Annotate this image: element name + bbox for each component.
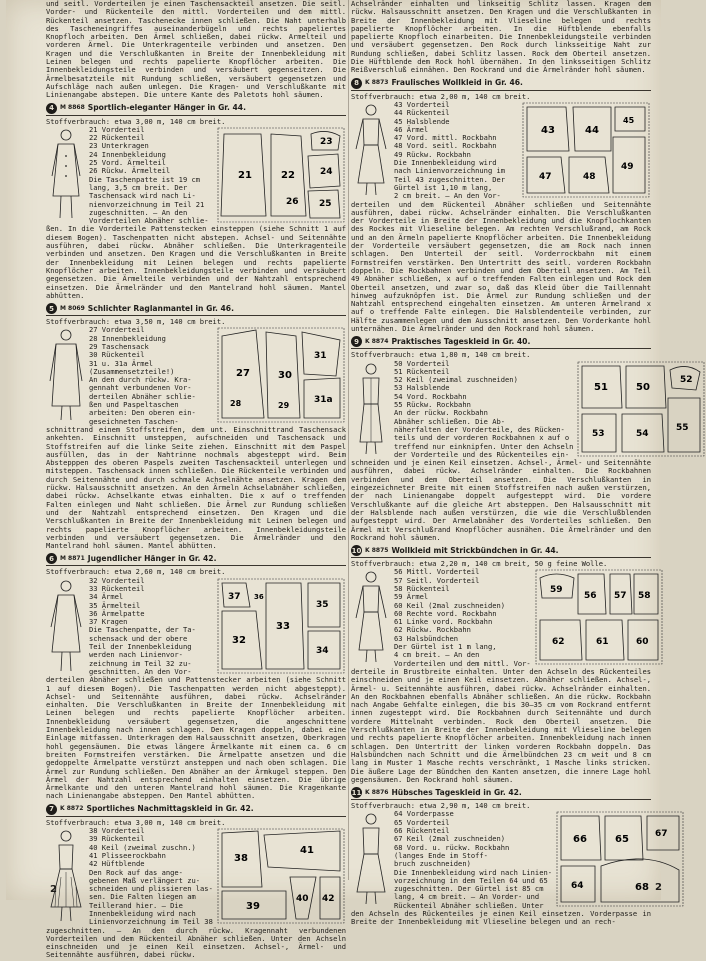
section-instructions: ßen. In die Vorderteile Pattenstecken einsteppen (siehe Schnitt 1 auf diesem Bogen). Taschenpatten nicht abstepen. Achsel- und Seitennähte ausführen, dabei rückw. Abnäher schließen. Die Unterkragenteile verbinden und ansetzen. Den Kragen und die Verschlußkanten in Breite der Innenbekleidung mit Leinen belegen und rechts papelierte Knopflöcher arbeiten. Innenbekleidungsteile verbinden und versäubert gegensetzen. Die Ärmelteile verbinden und der Nahtzahl entsprechend einsetzen. Die Ärmelränder und den Mantelrand hohl säumen. Mantel abhütten. [46,224,346,300]
list-item: An der rückw. Rockbahn [394,408,488,418]
section-9-header [351,336,651,349]
model-code: K 8873 [365,79,389,87]
section-number-badge: 10 [351,546,362,555]
section-11-header [351,787,651,800]
dress-figure-illustration [46,827,86,925]
list-item: Innenbekleidung wird nach [89,908,196,918]
pattern-number: 50 [636,381,651,393]
list-item: 68 Vord. u. rückw. Rockbahn [394,842,510,852]
list-item: Rückenteil Abnäher schließen. Unter [394,900,544,910]
pattern-number: 51 [594,381,609,393]
coat-figure-illustration [46,577,86,675]
section-number-badge: 6 [46,553,57,564]
list-item: schneiden und plissieren las- [89,884,213,894]
magazine-page [6,0,693,960]
list-item: 51 Rückenteil [394,366,450,376]
list-item: 54 Vord. Rockbahn [394,391,467,401]
list-item: 37 Kragen [89,617,128,627]
list-item: vorzeichnung in dem Teilen 64 und 65 [394,875,548,885]
pattern-number: 25 [319,198,332,209]
section-instructions: den Achseln des Rückenteiles je einen Keil einsetzen. Vorderpasse in Breite der Innenbekleidung mit Vlieseline belegen und an rech- [351,908,651,927]
list-item: 62 Rückw. Rockbahn [394,625,471,635]
dress-figure-illustration [351,810,391,908]
list-item: 47 Vord. mittl. Rockbahn [394,133,497,143]
pattern-number: 53 [592,428,605,439]
list-item: lang, 3,5 cm breit. Der [89,182,188,192]
section-title: Sportlich-eleganter Hänger in Gr. 44. [87,103,246,113]
section-number-badge: 11 [351,788,362,797]
fabric-consumption: Stoffverbrauch: etwa 2,60 m, 140 cm breit. [46,567,226,577]
pattern-number: 59 [549,585,563,596]
section-5 [46,303,346,550]
pattern-diagram [555,810,685,908]
pattern-diagram [534,568,664,666]
list-item: 67 Keil (2mal zuschneiden) [394,834,506,844]
list-item: 53 Halsblende [394,383,450,393]
pattern-number: 47 [539,171,552,182]
list-item: 44 Rückenteil [394,108,450,118]
pattern-number: 61 [595,637,609,648]
list-item: Abnäher schließen. Die Ab- [394,416,506,426]
pattern-number: 32 [232,634,246,646]
list-item: 39 Rückenteil [89,834,145,844]
list-item: 57 Seitl. Vorderteil [394,575,480,585]
list-item: 35 Ärmelteil [89,600,141,610]
section-9 [351,336,693,542]
model-code: M 8868 [60,104,85,112]
section-4 [46,103,346,301]
list-item: 25 Vord. Ärmelteil [89,158,166,168]
list-item: (langes Ende im Stoff- [394,850,488,860]
section-instructions: derteilen Abnäher schließen und Pattenstecker arbeiten (siehe Schnitt 1 auf diesem Bogen). Die Taschenpatten werden nicht abgesteppt). Achsel- und Seitennähte ausführen, dabei rückw. Achselränder einhalten. Die Verschlußkanten in Breite der Innenbekleidung mit Leinen belegen und rechts papelierte Knopflöcher arbeiten. Innenbekleidung versäubert gegensetzen, die angeschnittene Innenbekleidung nach innen schlagen. Den Kragen doppeln, dabei eine Einlage mitfassen. Unterkragen dem Halsausschnitt ansetzen, Oberkragen hohl gegensäumen. Die etwas längere Ärmelkante mit einem ca. 6 cm breiten Formstreifen verstärken. Die Ärmelpatte ansetzen und die gedoppelte Ärmelpatte verstürzt ansteppen und nach oben schlagen. Die Ärmel zur Rundung schließen. Den Abnäher an der Ärmkugel steppen. Den Ärmel der Nahtzahl entsprechend einhalten einsetzen. Die übrige Ärmelkante und den unteren Mantelrand hohl säumen. Die Kragenkante nach Linienangabe absteppen. Den Mantel abhütten. [46,675,346,801]
pattern-number: 34 [316,645,329,656]
section-instructions: schneiden und je einen Keil einsetzen. Achsel-, Ärmel- und Seitennähte ausführen, dabei rückw. Achselränder einhalten. Die Rockbahnen verbinden und dem Oberteil ansetzen. Die Verschlußkanten in eingezeichneter Breite mit einem Stoffstreifen nach außen verstürzen, der nach Linienangabe doppelt aufgesteppt wird. Die vordere Verschlußkante auf die gleiche Art absteppen. Den Halsausschnitt mit der Halsblende nach außen verstürzen, die wie die Verschlußblenden aufgesteppt wird. Der Armelabnäher des Vorderteiles schließen. Den Ärmel mit Verschlußrand Knopflöcher ausnähen. Die Ärmelränder und den Rockrand hohl säumen. [351,458,651,542]
pattern-number: 40 [296,894,309,905]
pattern-diagram [216,326,346,424]
pattern-number: 33 [276,620,290,632]
list-item: 36 Ärmelpatte [89,608,145,618]
pattern-number: 64 [571,881,584,892]
pattern-pieces-list [394,810,552,910]
pattern-number: 48 [583,171,596,182]
pattern-number: 62 [551,637,565,648]
section-4-header [46,103,346,116]
list-item: 30 Rückenteil [89,350,145,360]
list-item: 22 Rückenteil [89,133,145,143]
list-item: Der Gürtel ist 1 m lang, [394,642,497,652]
pattern-diagram [216,827,346,925]
fabric-consumption: Stoffverbrauch: etwa 3,00 m, 140 cm breit. [46,817,226,827]
list-item: arbeiten: Den oberen ein- [89,408,196,418]
list-item: teils und der vorderen Rockbahnen x auf o [394,433,570,443]
left-column [46,0,346,961]
list-item: 43 Vorderteil [394,99,450,109]
pattern-number: 66 [573,834,587,846]
list-item: nienvorzeichnung im Teil 21 [89,199,205,209]
list-item: Taschensack wird nach Li- [89,191,196,201]
pattern-number: 58 [637,591,651,602]
fabric-consumption: Stoffverbrauch: etwa 2,90 m, 140 cm breit. [351,801,531,811]
list-item: lang, 4 cm breit. — An Vorder- und [394,892,540,902]
model-code: K 8875 [365,546,389,554]
section-instructions: derteile in Brustbreite einhalten. Unter den Achseln des Rückenteiles einschneiden und je einen Keil einsetzen. Abnäher schließen. Achsel-, Ärmel- u. Seitennähte ausführen, dabei rückw. Achselränder einhalten. An den Rockbahnen ebenfalls Abnäher schließen. An die rückw. Rockbahn nach Angabe Gehfalte einlegen, die bis 30—35 cm vom Rockrand entfernt innen zugesteppt wird. Die Rockbahnen durch Seitennähte und durch vordere Mittelnaht verbinden. Rock dem Oberteil ansetzen. Die Verschlußkanten in Breite der Innenbekleidung mit Vlieseline belegen und rechts papelierte Knopflöcher arbeiten. Innenbekleidung nach innen schlagen. Den Untertritt der linken vorderen Rockbahn doppeln. Das Halsbündchen nach Schnitt und die Ärmelbündchen 23 cm weit und 8 cm lang im Muster 1 Masche rechts verschränkt, 1 Masche links stricken. Die äußere Lage der Bündchen den Kanten ansetzen, die innere Lage hohl gegensäumen. Den Rockrand hohl säumen. [351,666,651,784]
list-item: schensack und der obere [89,633,188,643]
pattern-number: 56 [583,591,597,602]
pattern-pieces-list [89,577,213,677]
right-intro-text: Achselränder einhalten und linkseitig Schlitz lassen. Kragen dem rückw. Halsausschnitt ansetzen. Den Kragen und die Verschlußkanten in Breite der Innenbekleidung mit Vlieseline belegen und rechts papelierte Knopflöcher arbeiten. In die Hüftblende ebenfalls papelierte Knopfloch einarbeiten. Die Innenbekleidungsteile verbinden und versäubert gegensetzen. Den Rock durch linksseitige Naht zur Rundung schließen, dabei Schlitz lassen. Rock dem Oberteil ansetzen. Die Hüftblende dem Rock hohl übernähen. In den linksseitigen Schlitz Reißverschluß einnähen. Den Rockrand und die Ärmelränder hohl säumen. [351,0,651,75]
list-item: 32 Vorderteil [89,575,145,585]
list-item: nach Linienvorzeichnung im [394,166,506,176]
list-item: 38 Vorderteil [89,826,145,836]
pattern-number: 31a [314,395,333,406]
pattern-pieces-list [394,568,531,668]
pattern-number: 30 [278,370,292,382]
pattern-number: 45 [623,115,635,125]
list-item: Die Taschenpatte ist 19 cm [89,174,201,184]
list-item: 27 Vorderteil [89,325,145,335]
pattern-number: 29 [278,401,290,411]
right-column [351,0,693,928]
pattern-number: 52 [680,374,693,385]
page-number: 2 [50,884,57,895]
list-item: Die Taschenpatte, der Ta- [89,625,196,635]
section-11 [351,787,668,927]
list-item: 66 Rückenteil [394,826,450,836]
pattern-number: 23 [320,136,333,147]
dress-figure-illustration [351,101,391,199]
fabric-consumption: Stoffverbrauch: etwa 2,20 m, 140 cm breit, 50 g feine Wolle. [351,559,608,569]
coat-figure-illustration [46,126,86,224]
list-item: derteilen Abnäher schlie- [89,391,196,401]
pattern-number: 55 [676,422,689,433]
section-title: Fraulisches Wollkleid in Gr. 46. [391,78,523,88]
list-item: werden nach Linienvor- [89,650,183,660]
list-item: 59 Ärmel [394,592,429,602]
pattern-number: 26 [286,196,299,207]
list-item: 63 Halsbündchen [394,633,459,643]
pattern-number: 42 [322,894,335,905]
section-number-badge: 4 [46,103,57,114]
section-10-header [351,545,651,558]
list-item: Linienvorzeichnung im Teil 38 [89,917,213,927]
list-item: 56 Mittl. Vorderteil [394,567,480,577]
list-item: treffend nur einknipfen. Unter den Achseln [394,441,574,451]
list-item: 49 Rückw. Rockbahn [394,149,471,159]
section-number-badge: 5 [46,303,57,314]
pattern-number: 38 [234,853,248,865]
model-code: M 8871 [60,554,85,562]
model-code: M 8069 [60,304,85,312]
section-instructions: derteilen und dem Rückenteil Abnäher schließen und Seitennähte ausführen, dabei rückw. Achselränder einhalten. Die Verschlußkanten der Vorderteile in Breite der Innenbekleidung und die Knopflochkanten des Rockes mit Vlieseline belegen. Am rechten Verschlußrand, am Rock und an den Ärmeln papelierte Knopflöcher arbeiten. Die Innenbekleidung der Vorderteile versäubert gegensetzen, die am Rock nach innen schlagen. Den Unterteil der seitl. Vorderrockbahn mit einem Formstreifen verstärken. Den Untertritt des seitl. vorderen Rockbahn doppeln. Die Rockbahnen verbinden und dem Oberteil ansetzen. Am Teil 49 Abnäher schließen, x auf o treffenden Falten einlegen und Rock dem Oberteil ansetzen, und zwar so, daß das Kleid über die Taillennaht hinweg aufzuknöpfen ist. Die Ärmel zur Rundung schließen und der Nahtzahl entsprechend eingehalten einsetzen. Am unteren Ärmelrand x auf o treffende Falte einlegen. Die Halsblendenteile verbinden, zur Hälfte zusammenlegen und dem Ausschnitt ansetzen. Den Vorderkante hohl unternähen. Die Ärmelränder und den Rockrand hohl säumen. [351,199,651,333]
column-divider [348,0,349,880]
list-item: 34 Ärmel [89,592,124,602]
pattern-number: 57 [613,591,627,602]
pattern-number: 28 [230,399,242,409]
section-8-header [351,78,651,91]
pattern-pieces-list [89,126,213,226]
list-item: 41 Plisseerockbahn [89,850,166,860]
list-item: Den Rock auf das ange- [89,867,183,877]
list-item: 55 Rückw. Rockbahn [394,400,471,410]
list-item: zugeschnitten. Der Gürtel ist 85 cm [394,884,544,894]
pattern-number: 35 [316,599,329,610]
list-item: zeichnung im Teil 32 zu- [89,658,192,668]
list-item: zugeschnitten. — An den [89,207,188,217]
section-title: Jugendlicher Hänger in Gr. 42. [87,553,217,563]
pattern-pieces-list [89,326,213,426]
pattern-number: 49 [621,161,634,172]
list-item: Die Innenbekleidung wird nach Linien- [394,867,553,877]
model-code: K 8872 [60,805,84,813]
list-item: Teil 43 zugeschnitten. Der [394,174,506,184]
edge-page-number: 2 [655,882,662,893]
section-title: Sportliches Nachmittagskleid in Gr. 42. [86,804,254,814]
list-item: ßen und Paspeltaschen [89,400,179,410]
pattern-number: 44 [585,124,599,136]
list-item: 23 Unterkragen [89,141,149,151]
pattern-number: 21 [238,169,252,181]
pattern-diagram [216,577,346,675]
pattern-number: 31 [314,351,327,362]
dress-figure-illustration [351,568,391,666]
pattern-pieces-list [394,360,573,460]
pattern-number: 54 [636,428,649,439]
section-number-badge: 9 [351,336,362,347]
list-item: 50 Vorderteil [394,358,450,368]
list-item: 58 Rückenteil [394,584,450,593]
section-8 [351,78,651,334]
section-title: Schlichter Raglanmantel in Gr. 46. [87,303,234,313]
fabric-consumption: Stoffverbrauch: etwa 2,00 m, 140 cm breit. [351,91,531,101]
list-item: Gürtel ist 1,10 m lang, [394,182,493,192]
list-item: 4 cm breit. — An den [394,650,480,660]
section-6 [46,553,346,800]
list-item: (Zusammensetzteile!) [89,366,175,376]
model-code: K 8874 [365,337,389,345]
list-item: 60 Rechte vord. Rockbahn [394,608,497,618]
section-title: Hübsches Tageskleid in Gr. 42. [391,787,522,797]
list-item: gennaht verbundenen Vor- [89,383,192,393]
list-item: 31 u. 31a Ärmel [89,358,154,368]
list-item: Vorderteilen und dem mittl. Vor- [394,658,531,668]
pattern-number: 39 [246,901,260,913]
section-7-header [46,804,346,817]
pattern-pieces-list [89,827,213,927]
section-7 [46,804,346,960]
pattern-number: 43 [541,124,555,136]
pattern-number: 41 [300,845,314,857]
list-item: 48 Vord. seitl. Rockbahn [394,141,497,151]
dress-figure-illustration [351,360,391,458]
pattern-number: 27 [236,368,250,380]
pattern-number: 37 [228,591,241,602]
pattern-number: 60 [635,637,649,648]
list-item: gebenen Maß verlängert zu- [89,875,201,885]
pattern-number: 67 [655,829,668,840]
list-item: 26 Rückw. Ärmelteil [89,166,171,176]
pattern-diagram [576,360,706,458]
section-instructions: schnittrand einem Stoffstreifen, dem unt. Einschnittrand Taschensack ankehten. Einschnitt umsteppen, aufschneiden und Taschensack und Stoffstreifen auf die linke Seite ziehen. Einschnitt mit dem Paspel ausfüllen, das in der Nahtrinne nochmals abgesteppt wird. Beim Abstepppen des oberen Paspels zweiten Taschensackteil unterlegen und mitsteppen. Taschensack innen schließen. Die Rückenteile verbinden und durch Seitennähte und durch schmale Achselnähte ansetzen. Kragen dem rückw. Halsausschnitt ansetzen. An den Ärmeln Achselabnäher schließen, dabei rückw. Achselkante etwas einhalten. Die x auf o treffenden Falten einlegen und Naht schließen. Die Ärmel zur Rundung schließen und der Nahtzahl entsprechend einsetzen. Den Kragen und die Verschlußkanten in Breite der Innenbekleidung mit Leinen belegen und rechts papelierte Knopflöcher arbeiten. Innenbekleidungsteile verbinden und versäubert gegensetzen. Die Ärmelränder und den Mantelrand hohl säumen. Mantel abhütten. [46,424,346,551]
fabric-consumption: Stoffverbrauch: etwa 3,00 m, 140 cm breit. [46,116,226,126]
section-title: Wollkleid mit Strickbündchen in Gr. 44. [391,545,559,555]
pattern-number: 65 [615,834,629,846]
list-item: 46 Ärmel [394,124,429,134]
list-item: 28 Innenbekleidung [89,333,166,343]
fabric-consumption: Stoffverbrauch: etwa 3,50 m, 140 cm breit. [46,317,226,327]
list-item: 33 Rückenteil [89,584,145,593]
pattern-number: 24 [320,166,333,177]
section-6-header [46,553,346,566]
list-item: 42 Hüftblende [89,859,145,869]
list-item: Teillerand hier. — Die [89,900,183,910]
list-item: 29 Taschensack [89,341,149,351]
list-item: Vorderteilen Abnäher schlie- [89,216,209,226]
section-number-badge: 8 [351,78,362,89]
pattern-diagram [216,126,346,224]
list-item: 61 Linke vord. Rockbahn [394,617,493,627]
pattern-number: 36 [254,592,264,601]
section-5-header [46,303,346,316]
list-item: 65 Vorderteil [394,817,450,827]
model-code: K 8876 [365,788,389,796]
list-item: geschnitten. An den Vor- [89,666,192,676]
list-item: Die Innenbekleidung wird [394,158,497,168]
list-item: An den durch rückw. Kra- [89,375,192,385]
left-intro-text: und seitl. Vorderteilen je einen Taschensackteil ansetzen. Die seitl. Vorder- und Rückenteile den mittl. Vorderteilen und dem mittl. Rückenteil ansetzen. Taschenecke innen schließen. Die Naht unterhalb des Tascheneingriffes auseinanderbügeln und rechts papeliertes Knopfloch arbeiten. Den Ärmel schließen, dabei rückw. Armelteil und vorderen Ärmel. Die Unterkragenteile verbinden und ansetzen. Den Kragen und die Verschlußkanten in Breite der Innenbekleidung mit Leinen belegen und rechts papelierte Knopflöcher arbeiten. Die Innenbekleidungsteile verbinden und versäubert gegenseitzen. Die Ärmelbesatzteile mit Rundung schließen, versäubert gegensetzen und Aufschläge nach außen umlegen. Die Kragen- und Verschlußkante mit Linienangabe abstepen. Die untere Kante des Paletots hohl säumen. [46,0,346,100]
list-item: der Vorderteile und des Rückenteiles ein- [394,449,570,459]
list-item: Teil der Innenbekleidung [89,642,192,652]
pattern-pieces-list [394,101,518,201]
list-item: 2 cm breit. — An den Vor- [394,191,501,201]
list-item: 60 Keil (2mal zuschneiden) [394,600,506,610]
list-item: näherfalten der Vorderteile, des Rücken- [394,424,565,434]
list-item: 40 Keil (zweimal zuschn.) [89,842,196,852]
pattern-diagram [521,101,651,199]
list-item: bruch zuschneiden) [394,859,471,869]
coat-figure-illustration [46,326,86,424]
section-number-badge: 7 [46,804,57,815]
pattern-number: 22 [281,169,295,181]
section-10 [351,545,651,784]
list-item: sen. Die Falten liegen am [89,892,196,902]
list-item: 24 Innenbekleidung [89,149,166,159]
list-item: 45 Halsblende [394,116,450,126]
fabric-consumption: Stoffverbrauch: etwa 1,80 m, 140 cm breit. [351,350,531,360]
list-item: 64 Vorderpasse [394,809,454,819]
section-title: Praktisches Tageskleid in Gr. 40. [391,336,531,346]
list-item: 52 Keil (zweimal zuschneiden) [394,375,518,385]
list-item: geseichneten Taschen- [89,416,179,426]
list-item: 21 Vorderteil [89,124,145,134]
pattern-number: 68 [635,882,649,894]
section-instructions: zugeschnitten. — An den durch rückw. Kragennaht verbundenen Vorderteilen und dem Rückenteil Abnäher schließen. Unter den Achseln einschneiden und je einen Keil einsetzen. Achsel-, Ärmel- und Seitennähte ausführen, dabei rückw. [46,925,346,960]
